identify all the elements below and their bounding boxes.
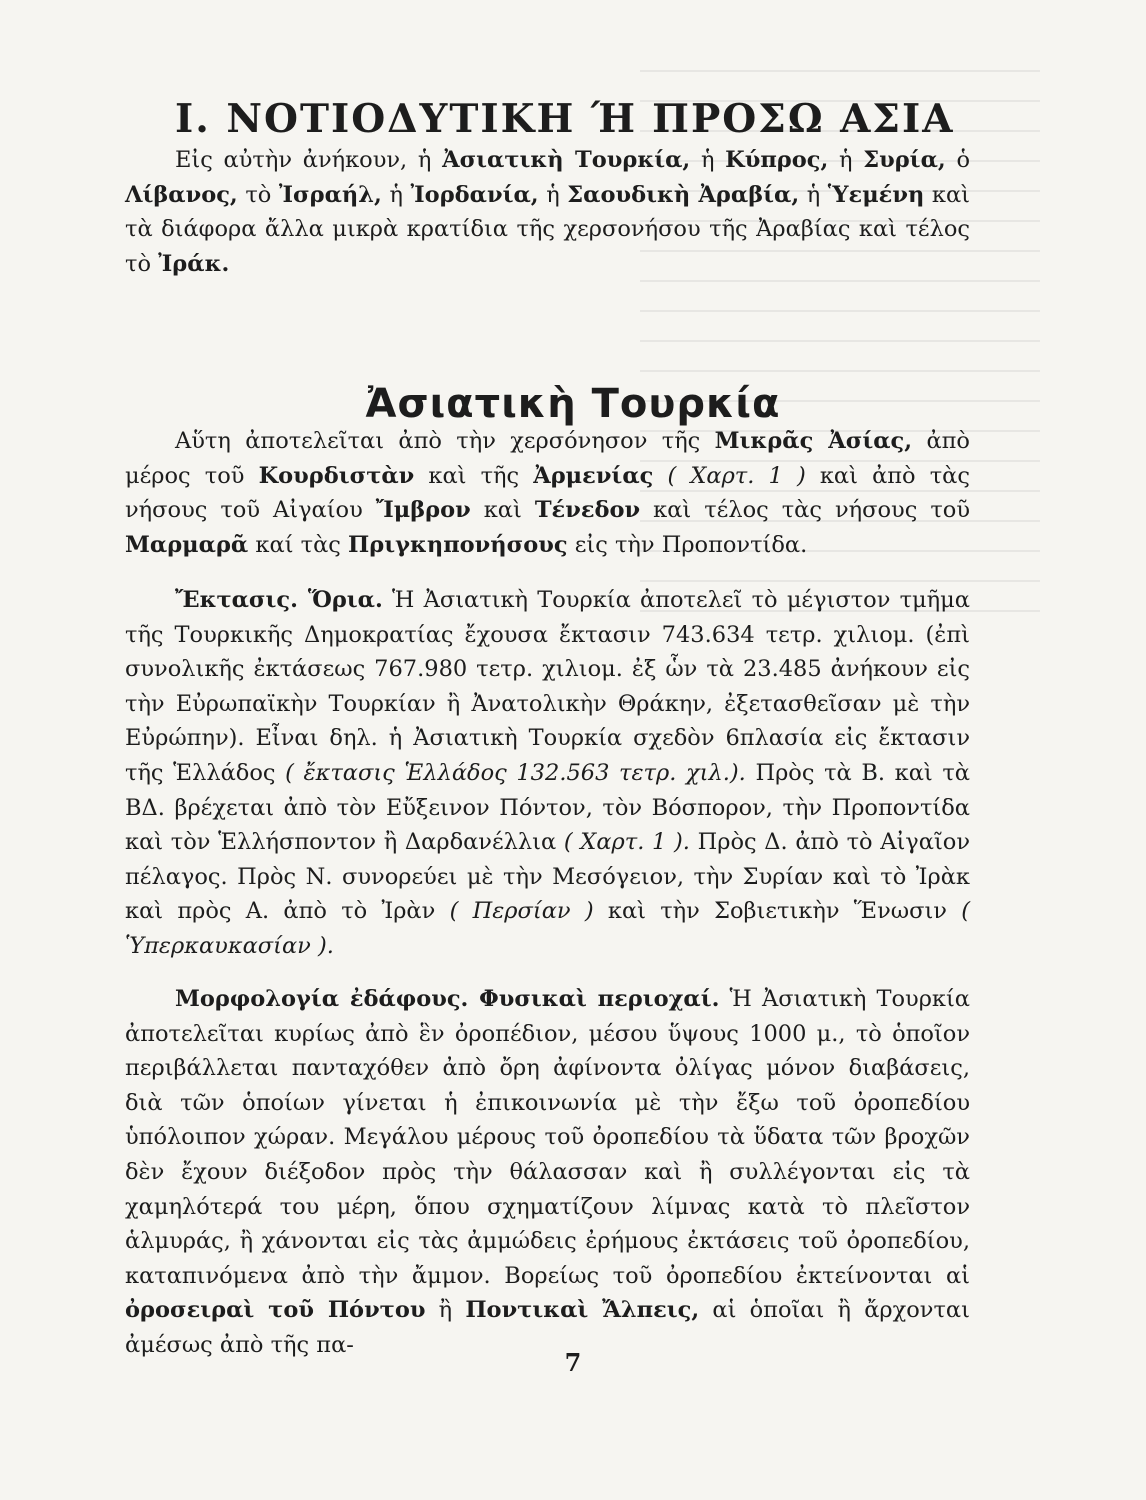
- text-run: ἡ: [799, 181, 828, 208]
- text-run: Εἰς αὐτὴν ἀνήκουν, ἡ: [175, 147, 443, 173]
- intro-paragraph: [125, 143, 970, 281]
- country-name: Συρία,: [863, 147, 946, 173]
- country-name: Ἀσιατικὴ Τουρκία,: [442, 147, 691, 173]
- text-run: ἡ: [381, 181, 411, 208]
- page-number: 7: [564, 1348, 582, 1377]
- chapter-title: I. ΝΟΤΙΟΔΥΤΙΚΗ Ή ΠΡΟΣΩ ΑΣΙΑ: [175, 96, 955, 143]
- text-run: τὸ: [237, 181, 279, 208]
- country-name: Ὑεμένη: [827, 181, 925, 208]
- country-name: Κύπρος,: [725, 147, 829, 173]
- text-run: καὶ τῆς: [414, 462, 534, 489]
- text-run: αἱ ὁποῖαι ἢ ἄρχονται ἀμέσως ἀπὸ τῆς πα-: [125, 1297, 970, 1358]
- country-name: Σαουδικὴ Ἀραβία,: [567, 181, 800, 208]
- country-name: Ἰσραήλ,: [278, 181, 382, 208]
- paragraph-morphology: [125, 982, 970, 1363]
- italic-note: ( Περσίαν ): [449, 898, 594, 925]
- country-name: Λίβανος,: [125, 181, 238, 208]
- text-run: Αὕτη ἀποτελεῖται ἀπὸ τὴν χερσόνησον τῆς: [175, 428, 715, 454]
- section-heading: Ἀσιατικὴ Τουρκία: [365, 381, 781, 428]
- text-run: ἢ: [425, 1297, 466, 1324]
- text-run: Πρὸς Δ. ἀπὸ τὸ Αἰγαῖον πέλαγος. Πρὸς Ν. συνορεύει μὲ τὴν Μεσόγειον, τὴν Συρίαν καὶ τὸ Ἰρὰκ καὶ πρὸς Α. ἀπὸ τὸ Ἰρὰν: [125, 829, 970, 925]
- bold-term: Τένεδον: [534, 497, 641, 524]
- bold-term: Ἀρμενίας: [533, 462, 654, 489]
- paragraph-extent-borders: [125, 583, 970, 964]
- bold-term: ὀροσειραὶ τοῦ Πόντου: [125, 1297, 426, 1324]
- italic-note: ( ἔκτασις Ἑλλάδος 132.563 τετρ. χιλ.).: [285, 759, 746, 786]
- text-run: ἀπὸ μέρος τοῦ: [125, 428, 970, 489]
- bold-term: Ἴμβρον: [375, 497, 471, 524]
- text-run: ἡ: [690, 147, 726, 173]
- subheading: Ἔκτασις. Ὅρια.: [175, 587, 383, 613]
- text-run: ἡ: [828, 147, 864, 173]
- text-run: Ἡ Ἀσιατικὴ Τουρκία ἀποτελεῖται κυρίως ἀπὸ ἓν ὀροπέδιον, μέσου ὕψους 1000 μ., τὸ ὁποῖον περιβάλλεται πανταχόθεν ἀπὸ ὄρη ἀφίνοντα ὀλίγας μόνον διαβάσεις, διὰ τῶν ὁποίων γίνεται ἡ ἐπικοινωνία μὲ τὴν ἔξω τοῦ ὀροπεδίου ὑπόλοιπον χώραν. Μεγάλου μέρους τοῦ ὀροπεδίου τὰ ὕδατα τῶν βροχῶν δὲν ἔχουν διέξοδον πρὸς τὴν θάλασσαν καὶ ἢ συλλέγονται εἰς τὰ χαμηλότερά του μέρη, ὅπου σχηματίζουν λίμνας κατὰ τὸ πλεῖστον ἁλμυράς, ἢ χάνονται εἰς τὰς ἀμμώδεις ἐρήμους ἐκτάσεις τοῦ ὀροπεδίου, καταπινόμενα ἀπὸ τὴν ἄμμον. Βορείως τοῦ ὀροπεδίου ἐκτείνονται αἱ: [125, 986, 970, 1289]
- text-run: καὶ τὴν Σοβιετικὴν Ἕνωσιν: [593, 898, 962, 925]
- text-run: Ἡ Ἀσιατικὴ Τουρκία ἀποτελεῖ τὸ μέγιστον τμῆμα τῆς Τουρκικῆς Δημοκρατίας ἔχουσα ἔκτασιν 743.634 τετρ. χιλιομ. (ἐπὶ συνολικῆς ἐκτάσεως 767.980 τετρ. χιλιομ. ἐξ ὧν τὰ 23.485 ἀνήκουν εἰς τὴν Εὐρωπαϊκὴν Τουρκίαν ἢ Ἀνατολικὴν Θράκην, ἐξετασθεῖσαν μὲ τὴν Εὐρώπην). Εἶναι δηλ. ἡ Ἀσιατικὴ Τουρκία σχεδὸν 6πλασία εἰς ἔκτασιν τῆς Ἑλλάδος: [125, 587, 970, 786]
- paragraph-composition: [125, 424, 970, 562]
- bold-term: Πριγκηπονήσους: [348, 531, 568, 558]
- italic-note: ( Ὑπερκαυκασίαν ).: [125, 898, 970, 959]
- bold-term: Μικρᾶς Ἀσίας,: [714, 428, 913, 454]
- text-run: ἡ: [538, 181, 568, 208]
- text-run: εἰς τὴν Προποντίδα.: [567, 531, 808, 558]
- country-name: Ἰορδανία,: [410, 181, 539, 208]
- text-run: καὶ ἀπὸ τὰς νήσους τοῦ Αἰγαίου: [125, 462, 970, 524]
- text-run: καὶ τὰ διάφορα ἄλλα μικρὰ κρατίδια τῆς χερσονήσου τῆς Ἀραβίας καὶ τέλος τὸ: [125, 181, 970, 277]
- text-run: καί τὰς: [248, 531, 349, 558]
- bold-term: Κουρδιστὰν: [258, 462, 415, 489]
- text-run: καὶ τέλος τὰς νήσους τοῦ: [640, 497, 970, 524]
- text-run: ὁ: [945, 147, 970, 173]
- subheading: Μορφολογία ἐδάφους. Φυσικαὶ περιοχαί.: [175, 986, 720, 1012]
- text-run: καὶ: [470, 497, 535, 524]
- text-run: Πρὸς τὰ Β. καὶ τὰ ΒΔ. βρέχεται ἀπὸ τὸν Εὔξεινον Πόντον, τὸν Βόσπορον, τὴν Προποντίδα καὶ τὸν Ἑλλήσποντον ἢ Δαρδανέλλια: [125, 759, 971, 856]
- map-reference: ( Χαρτ. 1 ): [653, 462, 806, 489]
- bold-term: Μαρμαρᾶ: [125, 531, 249, 558]
- map-reference: ( Χαρτ. 1 ).: [563, 829, 690, 856]
- bold-term: Ποντικαὶ Ἄλπεις,: [465, 1297, 700, 1324]
- country-name: Ἰράκ.: [158, 250, 230, 277]
